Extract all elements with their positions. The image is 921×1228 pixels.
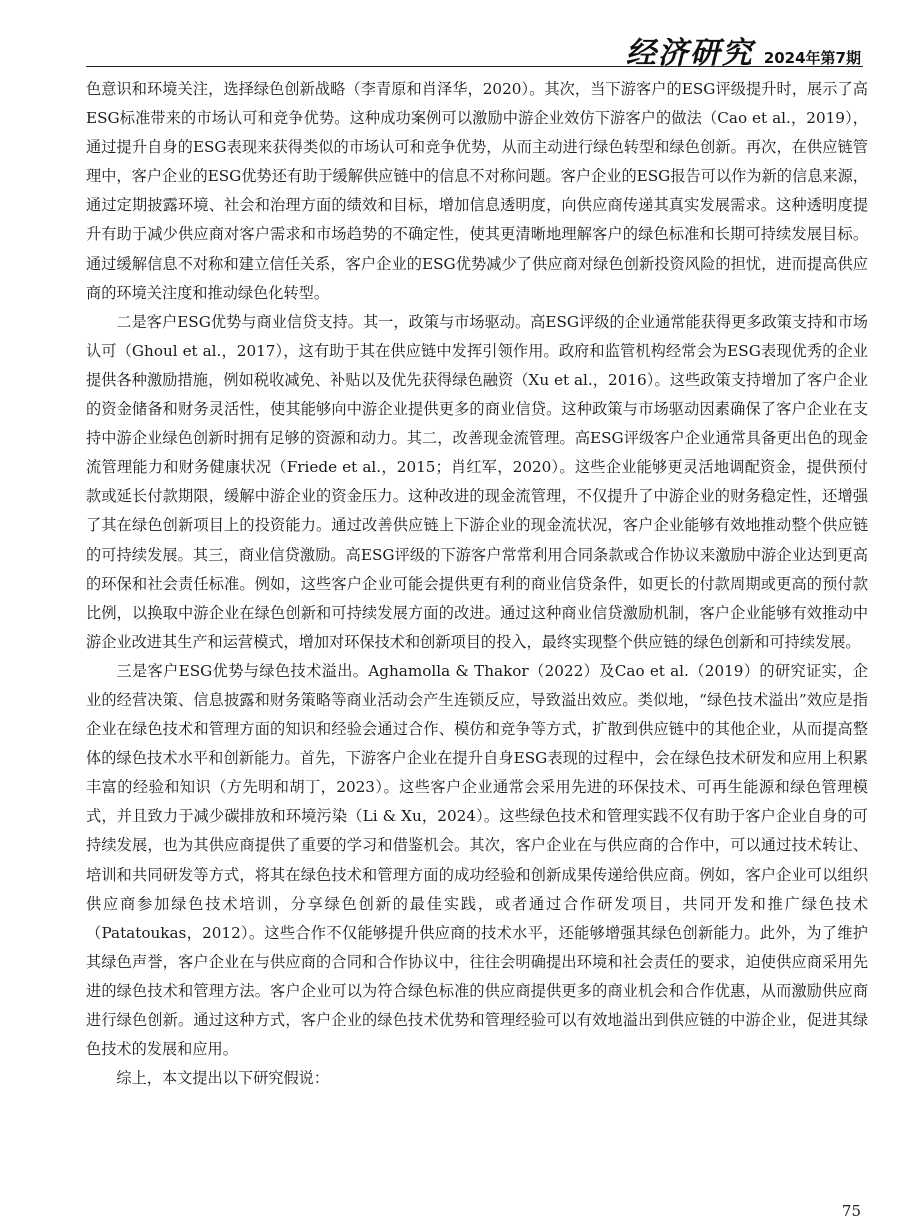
page-number: 75 xyxy=(841,1202,861,1220)
journal-name: 经济研究 xyxy=(625,36,754,71)
paragraph-commercial-credit: 二是客户ESG优势与商业信贷支持。其一，政策与市场驱动。高ESG评级的企业通常能获得更多政策支持和市场认可（Ghoul et al.，2017），这有助于其在供应链中发挥引领作用。政府和监管机构经常会为ESG表现优秀的企业提供各种激励措施，例如税收减免、补贴以及优先获得绿色融资（Xu et al.，2016）。这些政策支持增加了客户企业的资金储备和财务灵活性，使其能够向中游企业提供更多的商业信贷。这种政策与市场驱动因素确保了客户企业在支持中游企业绿色创新时拥有足够的资源和动力。其二，改善现金流管理。高ESG评级客户企业通常具备更出色的现金流管理能力和财务健康状况（Friede et al.，2015；肖红军，2020）。这些企业能够更灵活地调配资金，提供预付款或延长付款期限，缓解中游企业的资金压力。这种改进的现金流管理，不仅提升了中游企业的财务稳定性，还增强了其在绿色创新项目上的投资能力。通过改善供应链上下游企业的现金流状况，客户企业能够有效地推动整个供应链的可持续发展。其三，商业信贷激励。高ESG评级的下游客户常常利用合同条款或合作协议来激励中游企业达到更高的环保和社会责任标准。例如，这些客户企业可能会提供更有利的商业信贷条件，如更长的付款周期或更高的预付款比例，以换取中游企业在绿色创新和可持续发展方面的改进。通过这种商业信贷激励机制，客户企业能够有效推动中游企业改进其生产和运营模式，增加对环保技术和创新项目的投入，最终实现整个供应链的绿色创新和可持续发展。 xyxy=(86,312,868,651)
article-body xyxy=(86,75,868,1093)
issue-label: 2024年第7期 xyxy=(763,49,861,67)
header-rule xyxy=(86,66,863,67)
paragraph-tech-spillover: 三是客户ESG优势与绿色技术溢出。Aghamolla & Thakor（2022）及Cao et al.（2019）的研究证实，企业的经营决策、信息披露和财务策略等商业活动会产生连锁反应，导致溢出效应。类似地，“绿色技术溢出”效应是指企业在绿色技术和管理方面的知识和经验会通过合作、模仿和竞争等方式，扩散到供应链中的其他企业，从而提高整体的绿色技术水平和创新能力。首先，下游客户企业在提升自身ESG表现的过程中，会在绿色技术研发和应用上积累丰富的经验和知识（方先明和胡丁，2023）。这些客户企业通常会采用先进的环保技术、可再生能源和绿色管理模式，并且致力于减少碳排放和环境污染（Li & Xu，2024）。这些绿色技术和管理实践不仅有助于客户企业自身的可持续发展，也为其供应商提供了重要的学习和借鉴机会。其次，客户企业在与供应商的合作中，可以通过技术转让、培训和共同研发等方式，将其在绿色技术和管理方面的成功经验和创新成果传递给供应商。例如，客户企业可以组织供应商参加绿色技术培训，分享绿色创新的最佳实践，或者通过合作研发项目，共同开发和推广绿色技术（Patatoukas，2012）。这些合作不仅能够提升供应商的技术水平，还能够增强其绿色创新能力。此外，为了维护其绿色声誉，客户企业在与供应商的合同和合作协议中，往往会明确提出环境和社会责任的要求，迫使供应商采用先进的绿色技术和管理方法。客户企业可以为符合绿色标准的供应商提供更多的商业机会和合作优惠，从而激励供应商进行绿色创新。通过这种方式，客户企业的绿色技术优势和管理经验可以有效地溢出到供应链的中游企业，促进其绿色技术的发展和应用。 xyxy=(86,661,868,1059)
paragraph-continued: 色意识和环境关注，选择绿色创新战略（李青原和肖泽华，2020）。其次，当下游客户的ESG评级提升时，展示了高ESG标准带来的市场认可和竞争优势。这种成功案例可以激励中游企业效仿下游客户的做法（Cao et al.，2019），通过提升自身的ESG表现来获得类似的市场认可和竞争优势，从而主动进行绿色转型和绿色创新。再次，在供应链管理中，客户企业的ESG优势还有助于缓解供应链中的信息不对称问题。客户企业的ESG报告可以作为新的信息来源，通过定期披露环境、社会和治理方面的绩效和目标，增加信息透明度，向供应商传递其真实发展需求。这种透明度提升有助于减少供应商对客户需求和市场趋势的不确定性，使其更清晰地理解客户的绿色标准和长期可持续发展目标。通过缓解信息不对称和建立信任关系，客户企业的ESG优势减少了供应商对绿色创新投资风险的担忧，进而提高供应商的环境关注度和推动绿色化转型。 xyxy=(86,80,868,302)
paragraph-summary: 综上，本文提出以下研究假说： xyxy=(116,1069,330,1088)
